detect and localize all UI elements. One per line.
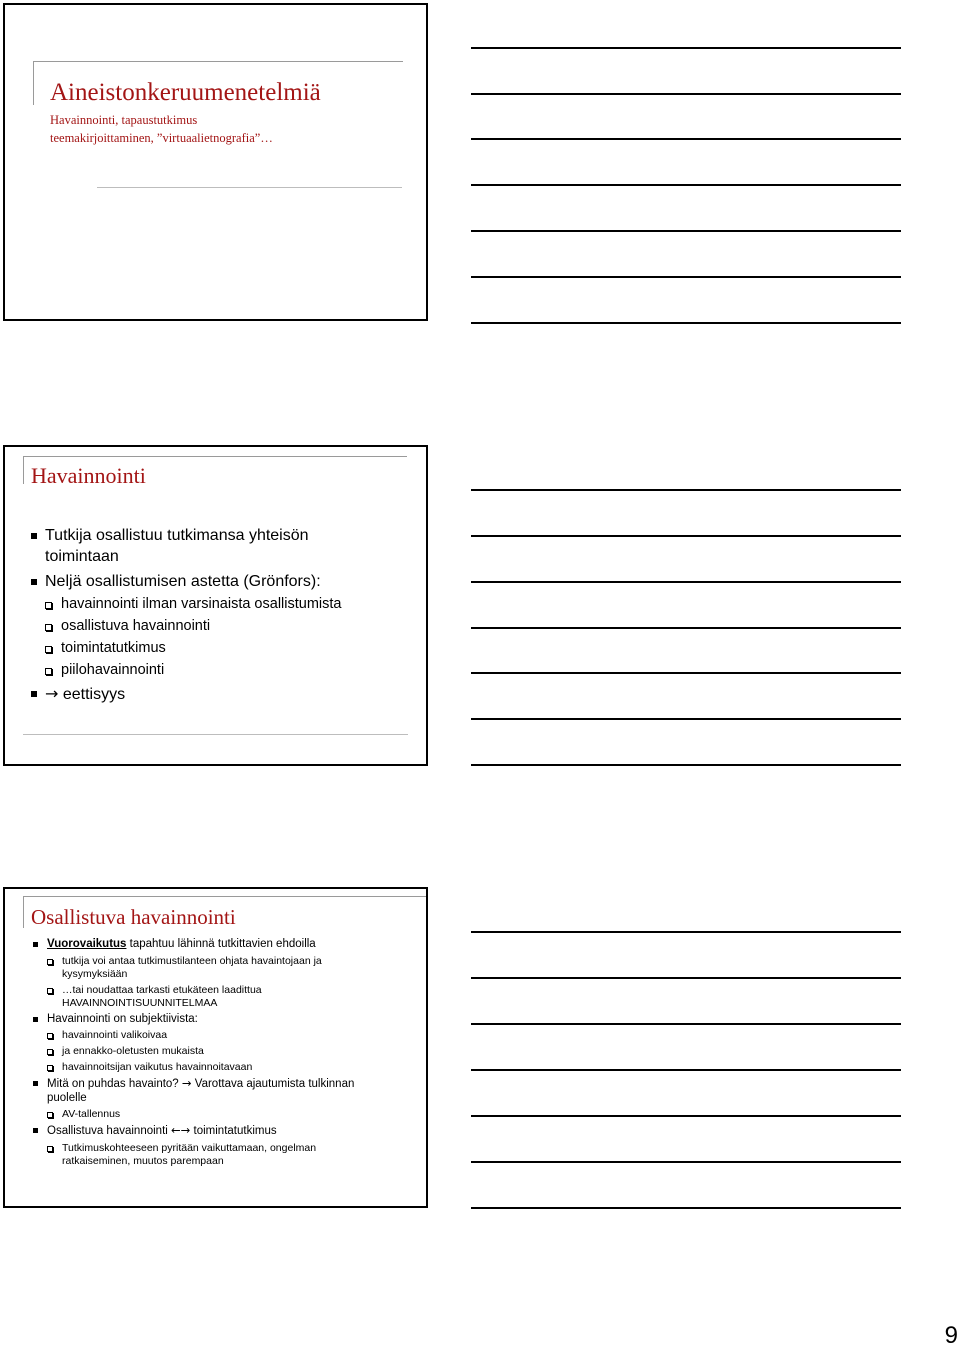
slide-left-rule	[23, 896, 24, 928]
note-line	[471, 581, 901, 583]
note-line	[471, 489, 901, 491]
note-line	[471, 138, 901, 140]
note-line	[471, 93, 901, 95]
slide-bottom-rule	[97, 187, 402, 188]
note-line	[471, 977, 901, 979]
note-line	[471, 47, 901, 49]
note-line	[471, 1069, 901, 1071]
hollow-square-bullet-icon	[47, 988, 53, 994]
sub-bullet-item: Tutkimuskohteeseen pyritään vaikuttamaan, ongelman ratkaiseminen, muutos parempaan	[31, 1142, 426, 1168]
hollow-square-bullet-icon	[45, 646, 52, 653]
slide-title: Aineistonkeruumenetelmiä	[50, 79, 321, 106]
slide-top-rule	[33, 61, 403, 62]
slide-body	[31, 938, 426, 1168]
note-line	[471, 1115, 901, 1117]
slide-bottom-rule	[23, 734, 408, 735]
sub-bullet-item: havainnointi valikoivaa	[31, 1029, 426, 1042]
hollow-square-bullet-icon	[47, 1033, 53, 1039]
page-number: 9	[944, 1322, 958, 1349]
note-line	[471, 672, 901, 674]
bullet-item: Vuorovaikutus tapahtuu lähinnä tutkittavien ehdoilla	[31, 938, 426, 952]
square-bullet-icon	[31, 533, 37, 539]
note-line	[471, 322, 901, 324]
square-bullet-icon	[31, 691, 37, 697]
note-line	[471, 1023, 901, 1025]
slide-left-rule	[23, 456, 24, 484]
bullet-item: → eettisyys	[31, 683, 421, 705]
bullet-item: Tutkija osallistuu tutkimansa yhteisön toimintaan	[31, 525, 421, 567]
sub-bullet-item: AV-tallennus	[31, 1108, 426, 1121]
hollow-square-bullet-icon	[45, 602, 52, 609]
square-bullet-icon	[31, 579, 37, 585]
arrow-right-icon: →	[45, 684, 59, 703]
note-line	[471, 230, 901, 232]
sub-bullet-item: ja ennakko-oletusten mukaista	[31, 1045, 426, 1058]
square-bullet-icon	[33, 1081, 38, 1086]
slide-1	[3, 3, 428, 321]
square-bullet-icon	[33, 1128, 38, 1133]
arrow-right-icon: →	[181, 1076, 192, 1090]
sub-bullet-item: …tai noudattaa tarkasti etukäteen laadittua HAVAINNOINTISUUNNITELMAA	[31, 984, 426, 1010]
slide-subtitle-line-1: Havainnointi, tapaustutkimus	[50, 113, 198, 127]
note-line	[471, 627, 901, 629]
bullet-item: Osallistuva havainnointi ←→ toimintatutkimus	[31, 1124, 426, 1139]
hollow-square-bullet-icon	[47, 1146, 53, 1152]
hollow-square-bullet-icon	[47, 1065, 53, 1071]
sub-bullet-item: havainnointi ilman varsinaista osallistumista	[31, 593, 421, 615]
sub-bullet-item: tutkija voi antaa tutkimustilanteen ohjata havaintojaan ja kysymyksiään	[31, 955, 426, 981]
slide-3	[3, 887, 428, 1208]
hollow-square-bullet-icon	[47, 959, 53, 965]
note-line	[471, 276, 901, 278]
bullet-item: Mitä on puhdas havainto? → Varottava ajautumista tulkinnan puolelle	[31, 1077, 426, 1105]
slide-title: Osallistuva havainnointi	[31, 905, 236, 929]
square-bullet-icon	[33, 942, 38, 947]
slide-subtitle-line-2: teemakirjoittaminen, ”virtuaalietnografia”…	[50, 131, 273, 145]
hollow-square-bullet-icon	[45, 668, 52, 675]
bullet-item: Havainnointi on subjektiivista:	[31, 1013, 426, 1027]
sub-bullet-item: havainnoitsijan vaikutus havainnoitavaan	[31, 1061, 426, 1074]
note-line	[471, 931, 901, 933]
note-line	[471, 1207, 901, 1209]
square-bullet-icon	[33, 1017, 38, 1022]
note-line	[471, 184, 901, 186]
note-line	[471, 764, 901, 766]
note-line	[471, 535, 901, 537]
hollow-square-bullet-icon	[47, 1049, 53, 1055]
slide-body	[31, 525, 421, 705]
hollow-square-bullet-icon	[45, 624, 52, 631]
note-line	[471, 1161, 901, 1163]
sub-bullet-item: osallistuva havainnointi	[31, 615, 421, 637]
double-arrow-icon: ←→	[171, 1123, 191, 1137]
slide-title: Havainnointi	[31, 463, 146, 488]
slide-left-rule	[33, 61, 34, 105]
slide-top-rule	[23, 896, 427, 897]
bullet-item: Neljä osallistumisen astetta (Grönfors):	[31, 571, 421, 592]
sub-bullet-item: toimintatutkimus	[31, 637, 421, 659]
slide-2	[3, 445, 428, 766]
hollow-square-bullet-icon	[47, 1112, 53, 1118]
slide-top-rule	[23, 456, 407, 457]
sub-bullet-item: piilohavainnointi	[31, 659, 421, 681]
note-line	[471, 718, 901, 720]
